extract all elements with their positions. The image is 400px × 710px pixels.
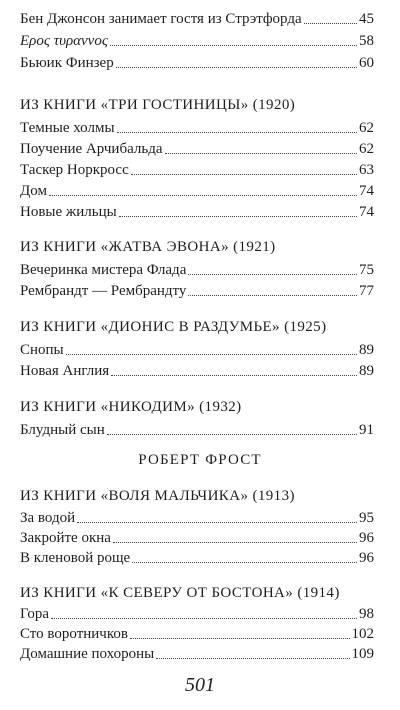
dot-leader — [107, 434, 357, 435]
toc-entry — [20, 30, 374, 50]
toc-entry-page: 96 — [359, 530, 374, 546]
dot-leader — [66, 354, 357, 355]
toc-entry-title: Бьюик Финзер — [20, 55, 114, 71]
toc-entry-page: 45 — [359, 11, 374, 27]
dot-leader — [188, 274, 357, 275]
section-heading: ИЗ КНИГИ «ДИОНИС В РАЗДУМЬЕ» (1925) — [20, 319, 327, 335]
dot-leader — [304, 23, 357, 24]
toc-entry — [20, 507, 374, 527]
dot-leader — [51, 618, 357, 619]
toc-entry-title: Дом — [20, 183, 47, 199]
dot-leader — [131, 174, 357, 175]
toc-entry — [20, 643, 374, 663]
toc-entry — [20, 339, 374, 359]
dot-leader — [117, 132, 357, 133]
toc-entry — [20, 117, 374, 137]
toc-entry — [20, 259, 374, 279]
toc-entry-title: Блудный сын — [20, 422, 105, 438]
toc-entry — [20, 52, 374, 72]
dot-leader — [119, 216, 357, 217]
toc-entry-page: 77 — [359, 283, 374, 299]
toc-entry-title: Ερος τυραννος — [20, 33, 108, 49]
toc-entry — [20, 419, 374, 439]
toc-entry-page: 60 — [359, 55, 374, 71]
toc-entry-title: Рембрандт — Рембрандту — [20, 283, 187, 299]
toc-entry-page: 62 — [359, 141, 374, 157]
toc-entry-title: Темные холмы — [20, 120, 115, 136]
toc-entry-title: Бен Джонсон занимает гостя из Стрэтфорда — [20, 11, 302, 27]
toc-entry-title: Закройте окна — [20, 530, 111, 546]
toc-entry-title: Сто воротничков — [20, 626, 128, 642]
toc-entry-title: В кленовой роще — [20, 550, 131, 566]
toc-entry-title: Гора — [20, 606, 50, 622]
toc-entry — [20, 547, 374, 567]
toc-entry-page: 102 — [351, 626, 374, 642]
toc-entry — [20, 159, 374, 179]
toc-entry-page: 74 — [359, 183, 374, 199]
dot-leader — [110, 45, 357, 46]
dot-leader — [130, 638, 350, 639]
toc-entry — [20, 8, 374, 28]
toc-entry-page: 96 — [359, 550, 374, 566]
section-heading: ИЗ КНИГИ «НИКОДИМ» (1932) — [20, 399, 242, 415]
toc-entry-title: Новая Англия — [20, 363, 110, 379]
toc-entry-title: Снопы — [20, 342, 64, 358]
toc-entry-page: 89 — [359, 363, 374, 379]
page-number: 501 — [185, 674, 215, 696]
toc-entry-title: Домашние похороны — [20, 646, 155, 662]
section-heading: ИЗ КНИГИ «ВОЛЯ МАЛЬЧИКА» (1913) — [20, 488, 295, 504]
dot-leader — [156, 658, 349, 659]
dot-leader — [113, 542, 357, 543]
toc-entry-page: 62 — [359, 120, 374, 136]
dot-leader — [49, 195, 357, 196]
toc-entry — [20, 201, 374, 221]
toc-entry-page: 89 — [359, 342, 374, 358]
toc-entry-page: 63 — [359, 162, 374, 178]
toc-entry-page: 58 — [359, 33, 374, 49]
toc-entry-page: 95 — [359, 510, 374, 526]
toc-entry-title: Новые жильцы — [20, 204, 117, 220]
dot-leader — [165, 153, 358, 154]
toc-entry — [20, 280, 374, 300]
toc-entry-page: 91 — [359, 422, 374, 438]
section-heading: ИЗ КНИГИ «ТРИ ГОСТИНИЦЫ» (1920) — [20, 97, 296, 113]
toc-entry — [20, 527, 374, 547]
dot-leader — [132, 562, 357, 563]
toc-entry-title: За водой — [20, 510, 76, 526]
toc-entry-title: Таскер Норкросс — [20, 162, 129, 178]
toc-entry — [20, 623, 374, 643]
section-heading: ИЗ КНИГИ «К СЕВЕРУ ОТ БОСТОНА» (1914) — [20, 585, 340, 601]
toc-entry — [20, 360, 374, 380]
toc-entry-page: 109 — [351, 646, 374, 662]
dot-leader — [111, 375, 357, 376]
toc-entry — [20, 138, 374, 158]
dot-leader — [77, 522, 357, 523]
toc-entry — [20, 603, 374, 623]
dot-leader — [116, 67, 357, 68]
dot-leader — [188, 295, 357, 296]
toc-entry-page: 74 — [359, 204, 374, 220]
toc-entry-page: 75 — [359, 262, 374, 278]
toc-entry-title: Поучение Арчибальда — [20, 141, 163, 157]
author-heading: РОБЕРТ ФРОСТ — [138, 452, 262, 468]
toc-entry-page: 98 — [359, 606, 374, 622]
toc-entry — [20, 180, 374, 200]
toc-entry-title: Вечеринка мистера Флада — [20, 262, 187, 278]
section-heading: ИЗ КНИГИ «ЖАТВА ЭВОНА» (1921) — [20, 239, 276, 255]
